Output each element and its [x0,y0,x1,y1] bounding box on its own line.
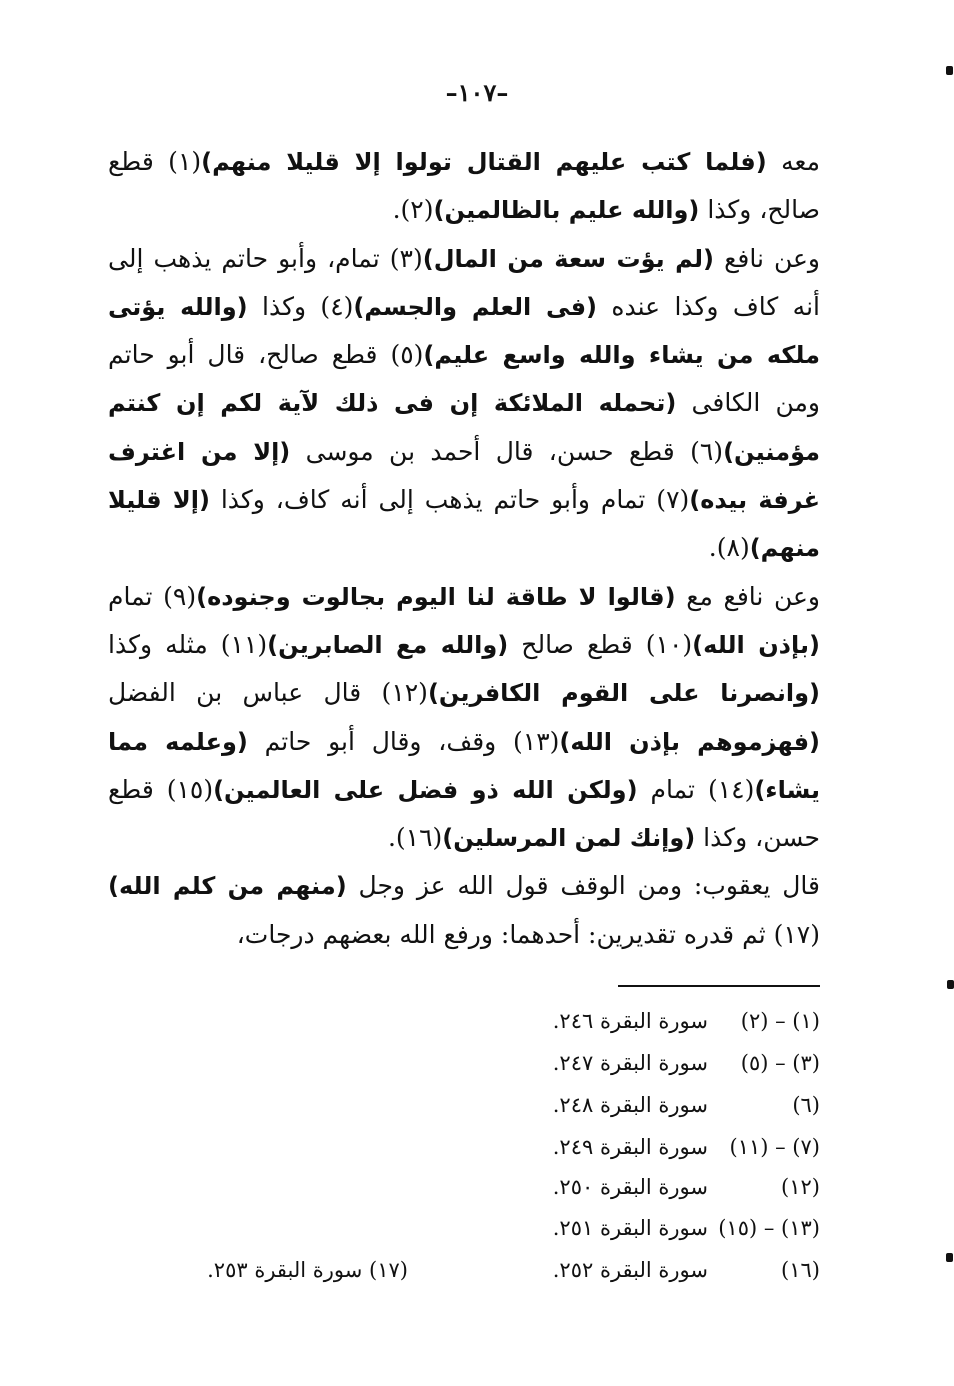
text-segment: وعن نافع مع [675,581,820,611]
footnote-ref: (٦) [792,1093,820,1117]
quran-quote: (إلا قليلا منهم) [108,486,820,563]
text-segment: (١٥) قطع حسن، وكذا [108,774,820,853]
footnote-separator [618,985,820,987]
footnote-source: سورة البقرة ٢٥٢. [552,1258,708,1282]
body-text [108,138,820,959]
quran-quote: (والله يؤتى ملكه من يشاء والله واسع عليم) [108,292,821,370]
text-segment: (١٠) قطع صالح [508,629,693,659]
footnote-source: سورة البقرة ٢٤٩. [552,1135,708,1159]
footnote [553,1258,820,1282]
footnote-source: سورة البقرة ٢٤٧. [552,1051,708,1075]
footnote [553,1051,820,1075]
text-segment: (١٣) وقف، وقال أبو حاتم [247,726,560,756]
text-segment: (١٤) تمام [637,774,755,804]
footnote-ref: (١) – (٢) [740,1009,820,1033]
text-segment: معه [766,147,820,176]
footnote-source: سورة البقرة ٢٥٠. [552,1175,708,1199]
footnote: (١٧) سورة البقرة ٢٥٣. [207,1258,408,1282]
quran-quote: (وعلمه مما يشاء) [108,727,821,804]
footnote-ref: (١٢) [781,1175,820,1199]
text-segment: (٢). [392,195,434,225]
text-segment: (٦) قطع حسن، قال أحمد بن موسى [290,436,724,466]
text-segment: (١) قطع صالح، وكذا [108,147,820,225]
quran-quote: (فلما كتب عليهم القتال تولوا إلا قليلا منهم) [201,148,767,176]
quran-quote: (لم يؤت سعة من المال) [422,244,714,273]
text-segment: وعن نافع [713,243,821,273]
paragraph [108,235,820,573]
footnote-ref: (٧) – (١١) [729,1135,820,1159]
quran-quote: (قالوا لا طاقة لنا اليوم بجالوت وجنوده) [196,582,676,611]
footnote [553,1135,820,1159]
text-segment: (١٧) ثم قدره تقديرين: أحدهما: ورفع الله بعضهم درجات، [236,919,820,949]
paragraph [108,573,820,863]
quran-quote: (إلا من اغترف غرفة بيده) [108,437,820,515]
footnote-ref: (١٦) [781,1258,820,1282]
paragraph [108,138,820,235]
footnote [553,1093,820,1117]
footnote-source: سورة البقرة ٢٤٦. [552,1009,708,1033]
page-number: –١٠٧– [445,78,509,107]
footnote-ref: (١٣) – (١٥) [718,1216,820,1240]
footnote [553,1009,820,1033]
quran-quote: (والله عليم بالظالمين) [433,196,700,225]
paragraph [108,862,820,959]
scan-mark [947,980,954,989]
scan-mark [946,1253,953,1262]
text-segment: (٨). [708,533,750,563]
quran-quote: (بإذن الله) [692,630,820,659]
text-segment: (٤) وكذا [247,291,354,321]
quran-quote: (وإنك لمن المرسلين) [442,824,696,853]
text-segment: (٩) تمام [108,581,197,611]
quran-quote: (ولكن الله ذو فضل على العالمين) [213,775,638,804]
text-segment: (٣) تمام، وأبو حاتم يذهب إلى أنه كاف وكذا عنده [108,243,820,321]
text-segment: (١١) مثله وكذا [108,629,268,659]
footnote-source: سورة البقرة ٢٤٨. [552,1093,708,1117]
footnote [553,1175,820,1199]
text-segment: (١٢) قال عباس بن الفضل [108,678,428,708]
quran-quote: (فهزموهم بإذن الله) [559,727,821,756]
text-segment: قال يعقوب: ومن الوقف قول الله عز وجل [346,871,821,901]
footnote [553,1216,820,1240]
footnote-ref: (٣) – (٥) [740,1051,820,1075]
footnote-source: سورة البقرة ٢٥١. [552,1216,708,1240]
text-segment: (٥) قطع صالح، قال أبو حاتم ومن الكافى [108,340,820,418]
text-segment: (١٦). [387,823,443,853]
text-segment: (٧) تمام وأبو حاتم يذهب إلى أنه كاف، وكذا [209,485,690,515]
quran-quote: (تحمله الملائكة إن فى ذلك لآية لكم إن كنتم مؤمنين) [108,389,820,466]
quran-quote: (منهم من كلم الله) [108,872,347,901]
quran-quote: (والله مع الصابرين) [267,630,509,659]
quran-quote: (وانصرنا على القوم الكافرين) [427,679,820,708]
scan-mark [946,66,953,75]
quran-quote: (فى العلم والجسم) [353,292,597,321]
